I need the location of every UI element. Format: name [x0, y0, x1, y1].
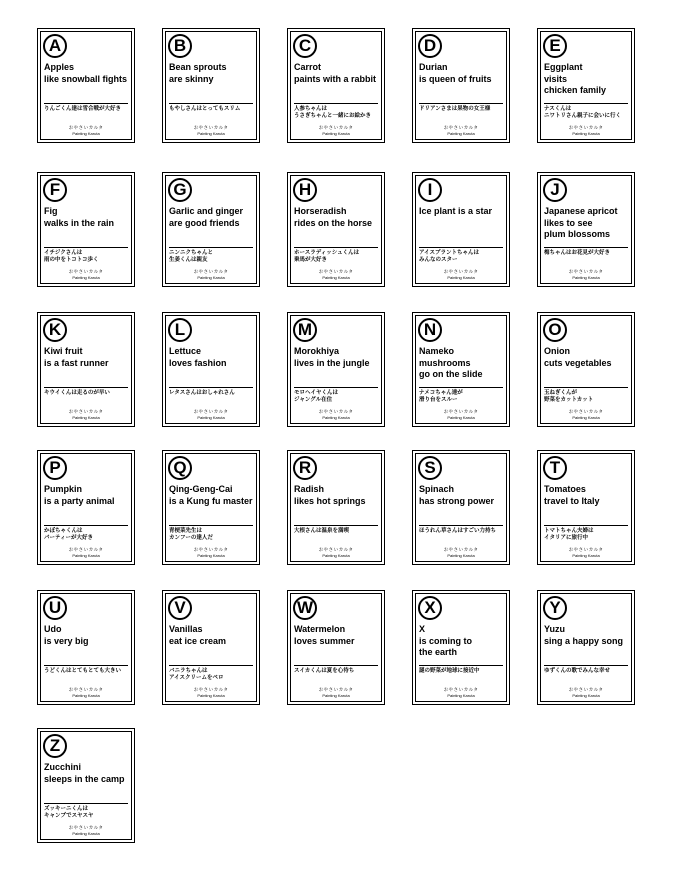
card-japanese-caption: 謎の野菜が地球に接近中: [419, 668, 480, 674]
brand-japanese: おやさいカルタ: [68, 126, 104, 131]
divider: [544, 103, 628, 104]
karuta-card-u: [37, 590, 135, 705]
brand-english: Painting Karuta: [322, 131, 350, 136]
divider: [294, 247, 378, 248]
letter-circle: X: [418, 596, 442, 620]
card-japanese-caption: ホースラディッシュくんは 乗馬が大好き: [294, 250, 360, 263]
brand-japanese: おやさいカルタ: [318, 548, 354, 553]
karuta-card-r: [287, 450, 385, 565]
card-frame: [40, 593, 132, 702]
letter-circle: T: [543, 456, 567, 480]
brand-japanese: おやさいカルタ: [568, 126, 604, 131]
divider: [294, 103, 378, 104]
brand-english: Painting Karuta: [72, 831, 100, 836]
karuta-card-v: [162, 590, 260, 705]
card-english-title: X is coming to the earth: [419, 624, 473, 657]
letter-circle: V: [168, 596, 192, 620]
brand-english: Painting Karuta: [197, 415, 225, 420]
brand-japanese: おやさいカルタ: [68, 270, 104, 275]
card-japanese-caption: アイスプラントちゃんは みんなのスター: [419, 250, 479, 263]
card-frame: [415, 453, 507, 562]
divider: [294, 387, 378, 388]
card-english-title: Fig walks in the rain: [44, 206, 115, 228]
brand-english: Painting Karuta: [572, 415, 600, 420]
brand-english: Painting Karuta: [197, 553, 225, 558]
card-english-title: Japanese apricot likes to see plum blossoms: [544, 206, 618, 239]
divider: [419, 247, 503, 248]
divider: [44, 103, 128, 104]
card-frame: [165, 453, 257, 562]
letter-circle: M: [293, 318, 317, 342]
card-frame: [290, 593, 382, 702]
brand-japanese: おやさいカルタ: [443, 270, 479, 275]
card-english-title: Vanillas eat ice cream: [169, 624, 227, 646]
brand-english: Painting Karuta: [72, 553, 100, 558]
card-japanese-caption: うどくんはとてもとても大きい: [44, 668, 122, 674]
divider: [44, 525, 128, 526]
card-frame: [290, 315, 382, 424]
card-english-title: Carrot paints with a rabbit: [294, 62, 377, 84]
karuta-card-j: [537, 172, 635, 287]
divider: [419, 525, 503, 526]
letter-circle: C: [293, 34, 317, 58]
card-japanese-caption: トマトちゃん夫婦は イタリアに旅行中: [544, 528, 594, 541]
divider: [169, 387, 253, 388]
karuta-card-c: [287, 28, 385, 143]
brand-english: Painting Karuta: [572, 553, 600, 558]
letter-circle: Z: [43, 734, 67, 758]
karuta-card-o: [537, 312, 635, 427]
divider: [169, 247, 253, 248]
brand-japanese: おやさいカルタ: [193, 126, 229, 131]
divider: [169, 665, 253, 666]
letter-circle: U: [43, 596, 67, 620]
brand-japanese: おやさいカルタ: [193, 548, 229, 553]
card-frame: [415, 315, 507, 424]
letter-circle: Y: [543, 596, 567, 620]
divider: [44, 803, 128, 804]
brand-japanese: おやさいカルタ: [68, 410, 104, 415]
brand-japanese: おやさいカルタ: [568, 688, 604, 693]
karuta-card-w: [287, 590, 385, 705]
divider: [419, 665, 503, 666]
karuta-card-a: [37, 28, 135, 143]
divider: [419, 387, 503, 388]
brand-japanese: おやさいカルタ: [443, 548, 479, 553]
brand-japanese: おやさいカルタ: [318, 126, 354, 131]
card-japanese-caption: スイカくんは夏を心待ち: [294, 668, 355, 674]
karuta-card-m: [287, 312, 385, 427]
card-english-title: Qing-Geng-Cai is a Kung fu master: [169, 484, 253, 506]
card-english-title: Pumpkin is a party animal: [44, 484, 115, 506]
karuta-card-b: [162, 28, 260, 143]
brand-japanese: おやさいカルタ: [193, 270, 229, 275]
card-frame: [165, 31, 257, 140]
karuta-card-y: [537, 590, 635, 705]
karuta-card-g: [162, 172, 260, 287]
card-frame: [540, 31, 632, 140]
karuta-card-q: [162, 450, 260, 565]
card-japanese-caption: バニラちゃんは アイスクリームをペロ: [169, 668, 224, 681]
letter-circle: E: [543, 34, 567, 58]
brand-english: Painting Karuta: [197, 131, 225, 136]
karuta-card-n: [412, 312, 510, 427]
card-japanese-caption: 玉ねぎくんが 野菜をカットカット: [544, 390, 594, 403]
karuta-card-l: [162, 312, 260, 427]
card-frame: [40, 731, 132, 840]
brand-english: Painting Karuta: [447, 553, 475, 558]
letter-circle: F: [43, 178, 67, 202]
brand-english: Painting Karuta: [447, 693, 475, 698]
divider: [544, 665, 628, 666]
brand-japanese: おやさいカルタ: [568, 548, 604, 553]
card-japanese-caption: キウイくんは走るのが早い: [44, 390, 110, 396]
letter-circle: P: [43, 456, 67, 480]
card-english-title: Apples like snowball fights: [44, 62, 128, 84]
brand-japanese: おやさいカルタ: [568, 270, 604, 275]
brand-english: Painting Karuta: [572, 275, 600, 280]
card-english-title: Udo is very big: [44, 624, 89, 646]
card-frame: [165, 315, 257, 424]
card-frame: [40, 31, 132, 140]
brand-japanese: おやさいカルタ: [568, 410, 604, 415]
card-japanese-caption: りんごくん達は雪合戦が大好き: [44, 106, 122, 112]
brand-english: Painting Karuta: [572, 693, 600, 698]
card-english-title: Nameko mushrooms go on the slide: [419, 346, 483, 379]
brand-english: Painting Karuta: [322, 415, 350, 420]
letter-circle: H: [293, 178, 317, 202]
card-frame: [540, 453, 632, 562]
card-japanese-caption: イチジクさんは 雨の中をトコトコ歩く: [44, 250, 99, 263]
karuta-card-z: [37, 728, 135, 843]
letter-circle: A: [43, 34, 67, 58]
karuta-card-i: [412, 172, 510, 287]
card-japanese-caption: もやしさんはとってもスリム: [169, 106, 241, 112]
brand-japanese: おやさいカルタ: [68, 548, 104, 553]
card-japanese-caption: ズッキーニくんは キャンプでスヤスヤ: [44, 806, 94, 819]
letter-circle: R: [293, 456, 317, 480]
brand-japanese: おやさいカルタ: [443, 688, 479, 693]
card-english-title: Lettuce loves fashion: [169, 346, 227, 368]
divider: [419, 103, 503, 104]
card-japanese-caption: レタスさんはおしゃれさん: [169, 390, 235, 396]
divider: [169, 103, 253, 104]
card-frame: [290, 31, 382, 140]
letter-circle: N: [418, 318, 442, 342]
card-japanese-caption: 梅ちゃんはお花見が大好き: [544, 250, 611, 256]
letter-circle: B: [168, 34, 192, 58]
karuta-card-p: [37, 450, 135, 565]
card-japanese-caption: ドリアンさまは果物の女王様: [419, 106, 491, 112]
letter-circle: J: [543, 178, 567, 202]
brand-english: Painting Karuta: [447, 415, 475, 420]
card-english-title: Spinach has strong power: [419, 484, 495, 506]
brand-english: Painting Karuta: [322, 693, 350, 698]
card-english-title: Garlic and ginger are good friends: [169, 206, 244, 228]
card-english-title: Bean sprouts are skinny: [169, 62, 227, 84]
brand-english: Painting Karuta: [572, 131, 600, 136]
letter-circle: D: [418, 34, 442, 58]
divider: [544, 387, 628, 388]
brand-english: Painting Karuta: [197, 693, 225, 698]
brand-english: Painting Karuta: [322, 275, 350, 280]
card-japanese-caption: ほうれん草さんはすごい力持ち: [419, 528, 497, 534]
card-english-title: Watermelon loves summer: [294, 624, 355, 646]
card-japanese-caption: ナメコちゃん達が 滑り台をスルー: [419, 390, 463, 403]
card-frame: [415, 31, 507, 140]
card-japanese-caption: ナスくんは ニワトリさん親子に会いに行く: [544, 106, 622, 119]
card-japanese-caption: 青梗菜先生は カンフーの達人だ: [169, 528, 213, 541]
divider: [294, 665, 378, 666]
brand-english: Painting Karuta: [72, 693, 100, 698]
letter-circle: L: [168, 318, 192, 342]
card-japanese-caption: 人参ちゃんは うさぎちゃんと一緒にお絵かき: [294, 106, 372, 119]
card-english-title: Tomatoes travel to Italy: [544, 484, 600, 506]
letter-circle: I: [418, 178, 442, 202]
card-frame: [540, 315, 632, 424]
card-frame: [290, 453, 382, 562]
card-english-title: Kiwi fruit is a fast runner: [44, 346, 109, 368]
card-japanese-caption: ゆずくんの歌でみんな幸せ: [544, 668, 611, 674]
divider: [44, 247, 128, 248]
divider: [294, 525, 378, 526]
card-frame: [40, 453, 132, 562]
card-frame: [165, 593, 257, 702]
brand-japanese: おやさいカルタ: [318, 410, 354, 415]
karuta-card-e: [537, 28, 635, 143]
card-frame: [165, 175, 257, 284]
brand-english: Painting Karuta: [447, 275, 475, 280]
card-japanese-caption: モロヘイヤくんは ジャングル在住: [294, 390, 339, 403]
card-frame: [415, 175, 507, 284]
divider: [544, 525, 628, 526]
karuta-card-k: [37, 312, 135, 427]
brand-japanese: おやさいカルタ: [318, 688, 354, 693]
letter-circle: W: [293, 596, 317, 620]
card-frame: [540, 593, 632, 702]
divider: [44, 665, 128, 666]
karuta-card-t: [537, 450, 635, 565]
letter-circle: G: [168, 178, 192, 202]
card-english-title: Onion cuts vegetables: [544, 346, 612, 368]
brand-english: Painting Karuta: [197, 275, 225, 280]
card-english-title: Radish likes hot springs: [294, 484, 366, 506]
brand-english: Painting Karuta: [72, 131, 100, 136]
brand-japanese: おやさいカルタ: [443, 410, 479, 415]
card-frame: [40, 315, 132, 424]
brand-japanese: おやさいカルタ: [193, 688, 229, 693]
divider: [44, 387, 128, 388]
karuta-card-s: [412, 450, 510, 565]
card-frame: [290, 175, 382, 284]
card-english-title: Morokhiya lives in the jungle: [294, 346, 370, 368]
letter-circle: S: [418, 456, 442, 480]
brand-english: Painting Karuta: [447, 131, 475, 136]
brand-english: Painting Karuta: [322, 553, 350, 558]
letter-circle: Q: [168, 456, 192, 480]
card-english-title: Ice plant is a star: [419, 206, 493, 216]
divider: [169, 525, 253, 526]
letter-circle: O: [543, 318, 567, 342]
brand-japanese: おやさいカルタ: [193, 410, 229, 415]
karuta-card-h: [287, 172, 385, 287]
karuta-card-x: [412, 590, 510, 705]
brand-japanese: おやさいカルタ: [443, 126, 479, 131]
card-english-title: Yuzu sing a happy song: [544, 624, 624, 646]
card-japanese-caption: 大根さんは温泉を満喫: [294, 528, 350, 534]
card-japanese-caption: かぼちゃくんは パーティーが大好き: [44, 528, 94, 541]
karuta-card-f: [37, 172, 135, 287]
brand-english: Painting Karuta: [72, 275, 100, 280]
divider: [544, 247, 628, 248]
card-frame: [415, 593, 507, 702]
card-english-title: Horseradish rides on the horse: [294, 206, 373, 228]
card-english-title: Zucchini sleeps in the camp: [44, 762, 125, 784]
card-english-title: Eggplant visits chicken family: [544, 62, 607, 95]
card-frame: [40, 175, 132, 284]
card-japanese-caption: ニンニクちゃんと 生姜くんは親友: [169, 250, 214, 263]
card-frame: [540, 175, 632, 284]
letter-circle: K: [43, 318, 67, 342]
brand-japanese: おやさいカルタ: [318, 270, 354, 275]
card-english-title: Durian is queen of fruits: [419, 62, 492, 84]
karuta-card-d: [412, 28, 510, 143]
brand-japanese: おやさいカルタ: [68, 826, 104, 831]
brand-japanese: おやさいカルタ: [68, 688, 104, 693]
brand-english: Painting Karuta: [72, 415, 100, 420]
